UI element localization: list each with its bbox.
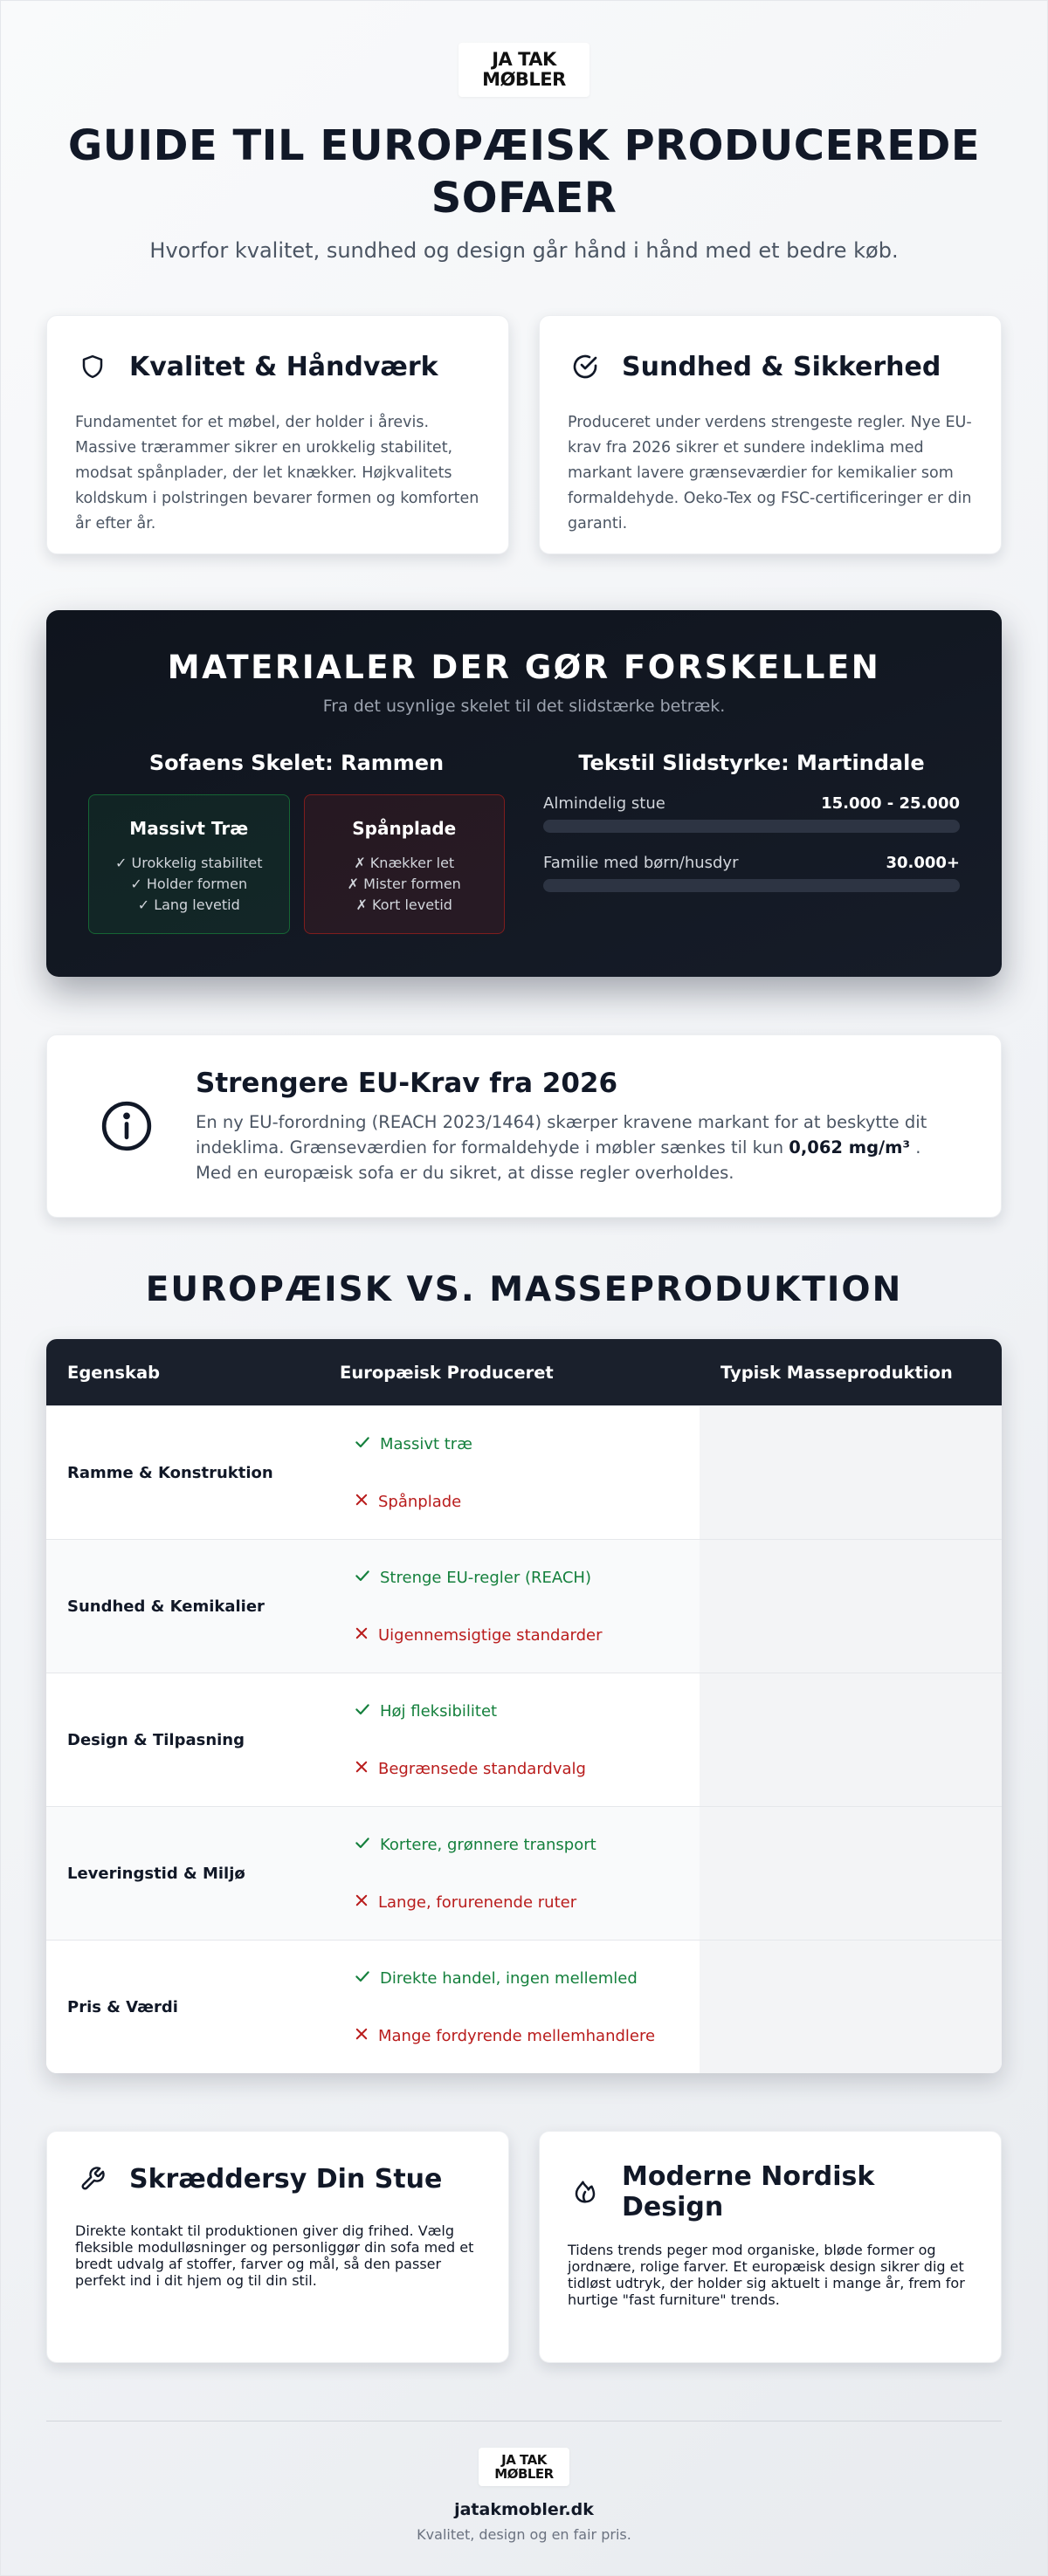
brand-logo[interactable] (458, 43, 590, 97)
row-property: Sundhed & Kemikalier (46, 1540, 319, 1673)
check-circle-icon (568, 349, 603, 384)
frame-heading: Sofaens Skelet: Rammen (148, 751, 445, 775)
page-subtitle: Hvorfor kvalitet, sundhed og design går hånd i hånd med et bedre køb. (149, 238, 899, 263)
positive-text: Direkte handel, ingen mellemled (380, 1969, 638, 1988)
table-row (46, 1405, 1002, 1539)
positive-point (354, 1834, 700, 1856)
logo-line-2: MØBLER (482, 69, 566, 90)
positive-point (354, 1700, 700, 1722)
logo-line-1: JA TAK (492, 49, 556, 70)
check-icon (354, 1567, 371, 1589)
solid-wood-point: ✓ Holder formen (130, 876, 248, 892)
cross-icon (354, 2026, 369, 2046)
eu-text: En ny EU-forordning (REACH 2023/1464) skærper kravene markant for at beskytte dit indeklima. Grænseværdien for formaldehyde i møbler sænkes til kun 0,062 mg/m³ . Med en europæisk sofa er du sikret, at disse regler overholdes. (196, 1111, 927, 1183)
martindale-value: 15.000 - 25.000 (821, 794, 960, 813)
negative-text: Begrænsede standardvalg (378, 1760, 586, 1778)
check-icon (354, 1834, 371, 1856)
negative-point (354, 1759, 700, 1779)
feature-cards-bottom (46, 2131, 1002, 2363)
feature-card-design (539, 2131, 1002, 2363)
row-mass-cell (700, 1941, 1002, 2073)
negative-point (354, 1492, 700, 1512)
martindale-label: Familie med børn/husdyr (543, 854, 739, 872)
row-european-cell (319, 1673, 700, 1806)
cross-icon (354, 1893, 369, 1913)
feature-card-customize (46, 2131, 509, 2363)
info-icon (100, 1099, 154, 1153)
table-header (46, 1339, 1002, 1405)
footer-site-link[interactable]: jatakmobler.dk (454, 2500, 594, 2519)
negative-text: Lange, forurenende ruter (378, 1893, 577, 1912)
header-european: Europæisk Produceret (340, 1362, 554, 1383)
feature-cards-top (46, 315, 1002, 554)
positive-text: Kortere, grønnere transport (380, 1836, 596, 1854)
martindale-bar (543, 820, 960, 833)
row-european-cell (319, 1807, 700, 1940)
chipboard-point: ✗ Mister formen (347, 876, 461, 892)
materials-section (46, 610, 1002, 977)
row-mass-cell (700, 1807, 1002, 1940)
row-property: Pris & Værdi (46, 1941, 319, 2073)
eu-requirements-card (46, 1034, 1002, 1218)
feature-text: Fundamentet for et møbel, der holder i årevis. Massive trærammer sikrer en urokkelig stabilitet, modsat spånplader, der let knækker. Højkvalitets koldskum i polstringen bevarer formen og komforten år efter år. (75, 414, 479, 532)
positive-text: Høj fleksibilitet (380, 1702, 498, 1721)
frame-column (88, 751, 505, 934)
feature-title: Moderne Nordisk Design (622, 2161, 875, 2222)
positive-point (354, 1567, 700, 1589)
positive-text: Massivt træ (380, 1435, 472, 1453)
solid-wood-box (88, 794, 290, 934)
cross-icon (354, 1759, 369, 1779)
positive-point (354, 1968, 700, 1989)
textile-column (543, 751, 960, 934)
table-row (46, 1940, 1002, 2073)
negative-point (354, 1893, 700, 1913)
chipboard-box (304, 794, 506, 934)
row-property: Ramme & Konstruktion (46, 1406, 319, 1539)
table-row (46, 1539, 1002, 1673)
materials-subtitle: Fra det usynlige skelet til det slidstærke betræk. (322, 697, 726, 716)
negative-text: Spånplade (378, 1493, 462, 1511)
row-mass-cell (700, 1673, 1002, 1806)
positive-text: Strenge EU-regler (REACH) (380, 1569, 591, 1587)
martindale-label: Almindelig stue (543, 794, 665, 813)
row-european-cell (319, 1540, 700, 1673)
negative-point (354, 1625, 700, 1645)
martindale-row (543, 854, 960, 892)
feature-title: Skræddersy Din Stue (129, 2163, 443, 2195)
negative-text: Uigennemsigtige standarder (378, 1626, 603, 1645)
feature-card-quality (46, 315, 509, 554)
wrench-icon (75, 2161, 110, 2196)
logo-line-1: JA TAK (501, 2452, 547, 2468)
footer (46, 2421, 1002, 2543)
row-mass-cell (700, 1406, 1002, 1539)
martindale-row (543, 794, 960, 833)
cross-icon (354, 1492, 369, 1512)
formaldehyde-limit: 0,062 mg/m³ (789, 1137, 911, 1157)
solid-wood-point: ✓ Urokkelig stabilitet (115, 855, 263, 871)
footer-logo[interactable] (479, 2448, 569, 2486)
table-row (46, 1673, 1002, 1806)
cross-icon (354, 1625, 369, 1645)
check-icon (354, 1700, 371, 1722)
header-mass: Typisk Masseproduktion (720, 1362, 953, 1383)
row-european-cell (319, 1941, 700, 2073)
check-icon (354, 1433, 371, 1455)
chipboard-point: ✗ Kort levetid (355, 896, 452, 913)
footer-tagline: Kvalitet, design og en fair pris. (417, 2526, 631, 2543)
leaf-icon (568, 2174, 603, 2209)
materials-title: MATERIALER DER GØR FORSKELLEN (167, 649, 881, 686)
textile-heading: Tekstil Slidstyrke: Martindale (578, 751, 925, 775)
header-property: Egenskab (67, 1362, 161, 1383)
feature-text: Direkte kontakt til produktionen giver dig frihed. Vælg fleksible modulløsninger og personliggør din sofa med et bredt udvalg af stoffer, farver og mål, så den passer perfekt ind i dit hjem og til din stil. (75, 2222, 474, 2289)
row-property: Leveringstid & Miljø (46, 1807, 319, 1940)
martindale-bar (543, 879, 960, 892)
feature-card-health (539, 315, 1002, 554)
solid-wood-point: ✓ Lang levetid (137, 896, 240, 913)
feature-title: Kvalitet & Håndværk (129, 351, 438, 382)
feature-title: Sundhed & Sikkerhed (622, 351, 941, 382)
page-title: GUIDE TIL EUROPÆISK PRODUCEREDE SOFAER (67, 121, 981, 223)
solid-wood-title: Massivt Træ (129, 818, 249, 839)
eu-title: Strengere EU-Krav fra 2026 (196, 1067, 618, 1099)
feature-text: Tidens trends peger mod organiske, bløde former og jordnære, rolige farver. Et europæisk design sikrer dig et tidløst udtryk, der holder sig aktuelt i mange år, frem for hurtige "fast furniture" trends. (568, 2242, 965, 2308)
check-icon (354, 1968, 371, 1989)
negative-point (354, 2026, 700, 2046)
comparison-table (46, 1339, 1002, 2073)
comparison-title: EUROPÆISK VS. MASSEPRODUKTION (145, 1270, 903, 1309)
chipboard-point: ✗ Knækker let (354, 855, 455, 871)
positive-point (354, 1433, 700, 1455)
row-european-cell (319, 1406, 700, 1539)
feature-text: Produceret under verdens strengeste regler. Nye EU-krav fra 2026 sikrer et sundere indeklima med markant lavere grænseværdier for kemikalier som formaldehyde. Oeko-Tex og FSC-certificeringer er din garanti. (568, 414, 972, 532)
logo-line-2: MØBLER (494, 2466, 554, 2482)
shield-icon (75, 349, 110, 384)
table-row (46, 1806, 1002, 1940)
martindale-value: 30.000+ (886, 854, 960, 872)
row-property: Design & Tilpasning (46, 1673, 319, 1806)
negative-text: Mange fordyrende mellemhandlere (378, 2027, 656, 2045)
chipboard-title: Spånplade (352, 818, 457, 839)
row-mass-cell (700, 1540, 1002, 1673)
